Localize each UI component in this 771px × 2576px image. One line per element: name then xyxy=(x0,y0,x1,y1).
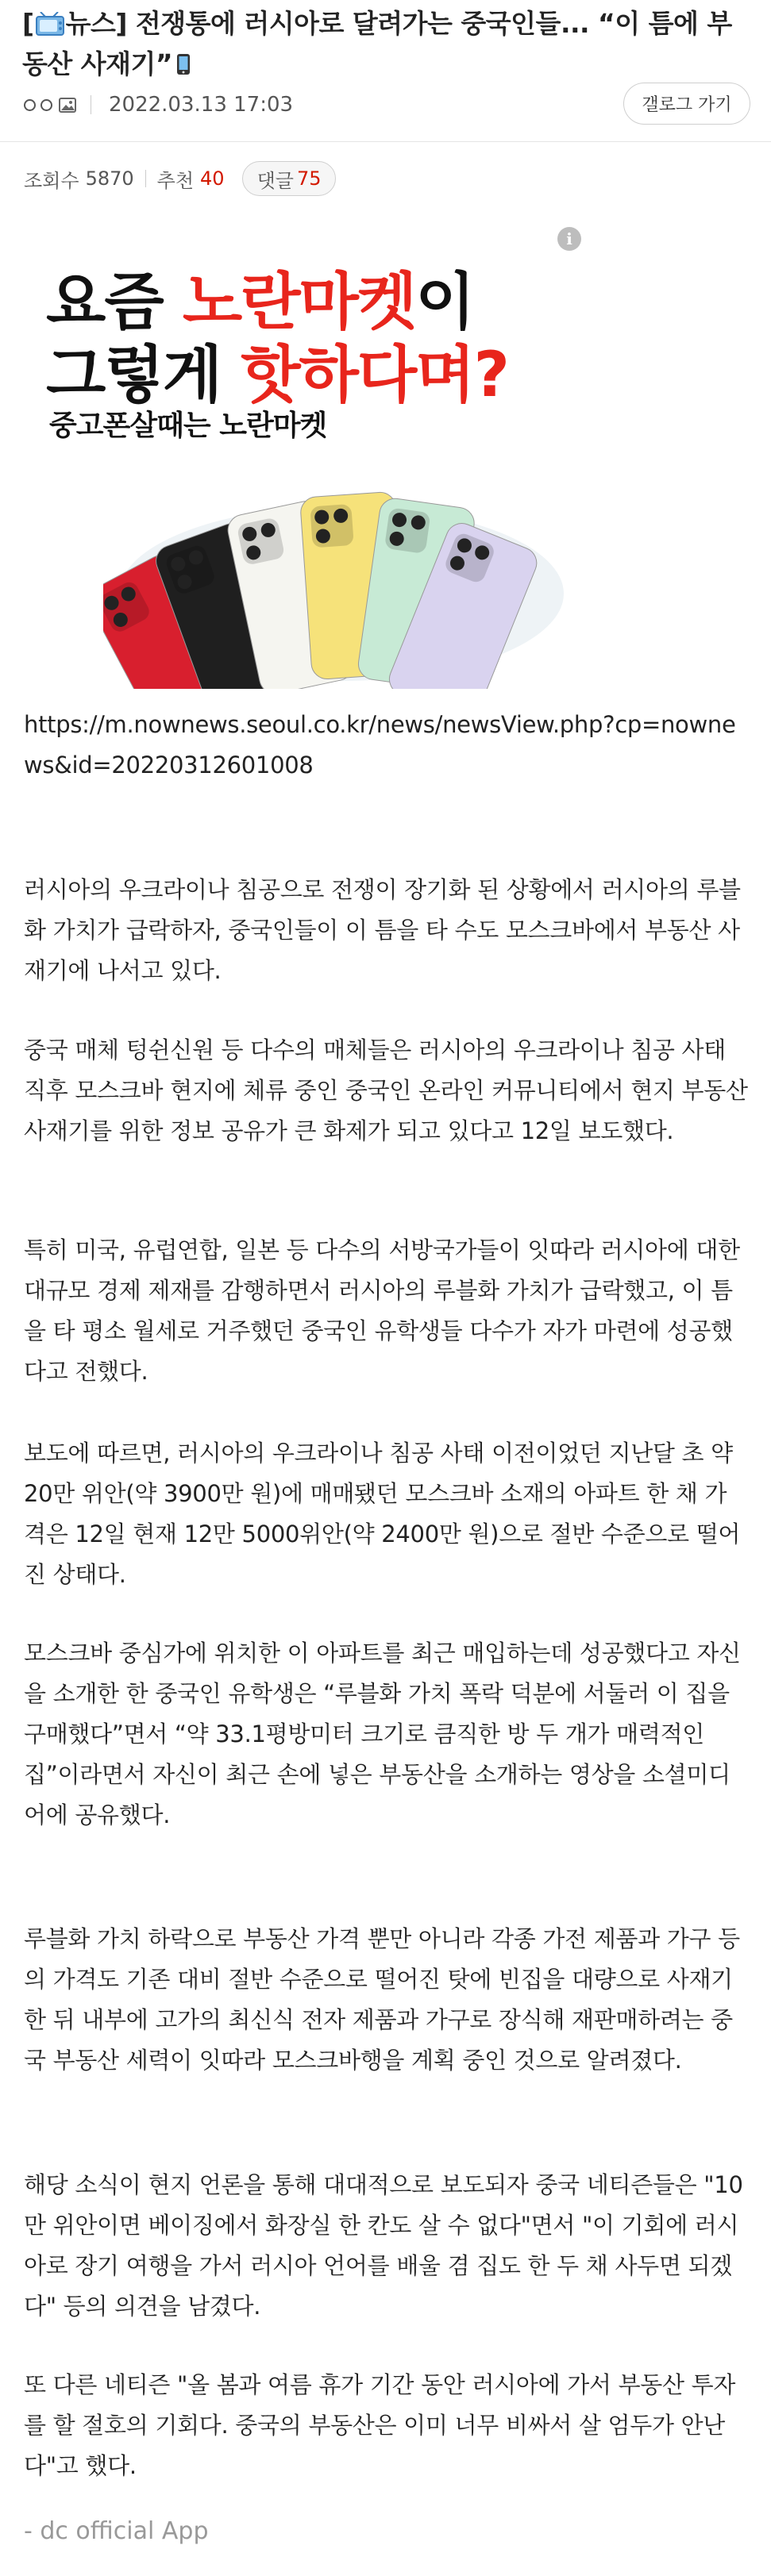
title-tag: 뉴스] xyxy=(65,8,127,39)
article-paragraph: 해당 소식이 현지 언론을 통해 대대적으로 보도되자 중국 네티즌들은 "10만 위안이면 베이징에서 화장실 한 칸도 살 수 없다"면서 "이 기회에 러시아로 장기 여행을 가서 러시아 언어를 배울 겸 집도 한 두 채 사두면 되겠다" 등의 의견을 남겼다. xyxy=(24,2171,743,2320)
ad-subline: 중고폰살때는 노란마켓 xyxy=(49,409,327,442)
ad-brand-text: 노란마켓 xyxy=(182,267,416,338)
level-icon xyxy=(40,99,52,111)
views-count: 5870 xyxy=(85,167,134,190)
likes-label: 추천 xyxy=(156,169,195,192)
comments-button[interactable] xyxy=(242,161,337,196)
app-signature: - dc official App xyxy=(24,2517,209,2545)
ad-headline-1-suffix: 이 xyxy=(415,267,474,338)
post-meta xyxy=(24,89,293,121)
ad-banner[interactable] xyxy=(24,221,580,697)
article-url[interactable]: https://m.nownews.seoul.co.kr/news/newsView.php?cp=nownews&id=20220312601008 xyxy=(24,711,736,779)
ad-headline-2-text: 그렇게 xyxy=(46,340,241,411)
comments-label: 댓글 xyxy=(256,169,294,192)
header-divider xyxy=(0,141,771,142)
image-attached-icon xyxy=(59,98,76,113)
likes-count: 40 xyxy=(200,167,225,190)
title-main: 전쟁통에 러시아로 달려가는 중국인들... “이 틈에 부동산 사재기” xyxy=(22,8,732,79)
ad-headline-2 xyxy=(46,325,508,414)
post-date: 2022.03.13 17:03 xyxy=(109,93,294,117)
ad-headline-2-red: 핫하다며? xyxy=(241,340,508,411)
article-paragraph: 러시아의 우크라이나 침공으로 전쟁이 장기화 된 상황에서 러시아의 루블화 가치가 급락하자, 중국인들이 이 틈을 타 수도 모스크바에서 부동산 사재기에 나서고 있다. xyxy=(24,876,741,984)
ad-info-icon[interactable]: i xyxy=(557,227,581,251)
mobile-icon xyxy=(175,47,191,71)
tv-icon xyxy=(36,6,64,30)
article-paragraph: 보도에 따르면, 러시아의 우크라이나 침공 사태 이전이었던 지난달 초 약 20만 위안(약 3900만 원)에 매매됐던 모스크바 소재의 아파트 한 채 가격은 12일 현재 12만 5000위안(약 2400만 원)으로 절반 수준으로 떨어진 상태다. xyxy=(24,1440,741,1588)
article-paragraph: 또 다른 네티즌 "올 봄과 여름 휴가 기간 동안 러시아에 가서 부동산 투자를 할 절호의 기회다. 중국의 부동산은 이미 너무 비싸서 살 엄두가 안난다"고 했다. xyxy=(24,2371,736,2479)
ad-phones-image xyxy=(103,475,564,689)
post-header xyxy=(0,0,771,141)
title-prefix: [ xyxy=(22,8,34,39)
article-paragraph: 중국 매체 텅쉰신원 등 다수의 매체들은 러시아의 우크라이나 침공 사태 직후 모스크바 현지에 체류 중인 중국인 온라인 커뮤니티에서 현지 부동산 사재기를 위한 정보 공유가 큰 화제가 되고 있다고 12일 보도했다. xyxy=(24,1036,748,1144)
comments-count: 75 xyxy=(296,167,322,190)
post-stats xyxy=(24,157,336,200)
article-paragraph: 특히 미국, 유럽연합, 일본 등 다수의 서방국가들이 잇따라 러시아에 대한 대규모 경제 제재를 감행하면서 러시아의 루블화 가치가 급락했고, 이 틈을 타 평소 월세로 거주했던 중국인 유학생들 다수가 자가 마련에 성공했다고 전했다. xyxy=(24,1236,740,1385)
gallog-button[interactable]: 갤로그 가기 xyxy=(623,83,750,125)
article-paragraph: 루블화 가치 하락으로 부동산 가격 뿐만 아니라 각종 가전 제품과 가구 등의 가격도 기존 대비 절반 수준으로 떨어진 탓에 빈집을 대량으로 사재기 한 뒤 내부에 고가의 최신식 전자 제품과 가구로 장식해 재판매하려는 중국 부동산 세력이 잇따라 모스크바행을 계획 중인 것으로 알려졌다. xyxy=(24,1925,740,2074)
fixed-nick-icon xyxy=(24,99,36,111)
stats-separator xyxy=(145,170,146,187)
ad-headline-1-text: 요즘 xyxy=(46,267,183,338)
article-paragraph: 모스크바 중심가에 위치한 이 아파트를 최근 매입하는데 성공했다고 자신을 소개한 한 중국인 유학생은 “루블화 가치 폭락 덕분에 서둘러 이 집을 구매했다”면서 “약 33.1평방미터 크기로 큼직한 방 두 개가 매력적인 집”이라면서 자신이 최근 손에 넣은 부동산을 소개하는 영상을 소셜미디어에 공유했다. xyxy=(24,1640,741,1828)
post-title xyxy=(22,3,749,84)
views-label: 조회수 xyxy=(24,169,79,192)
